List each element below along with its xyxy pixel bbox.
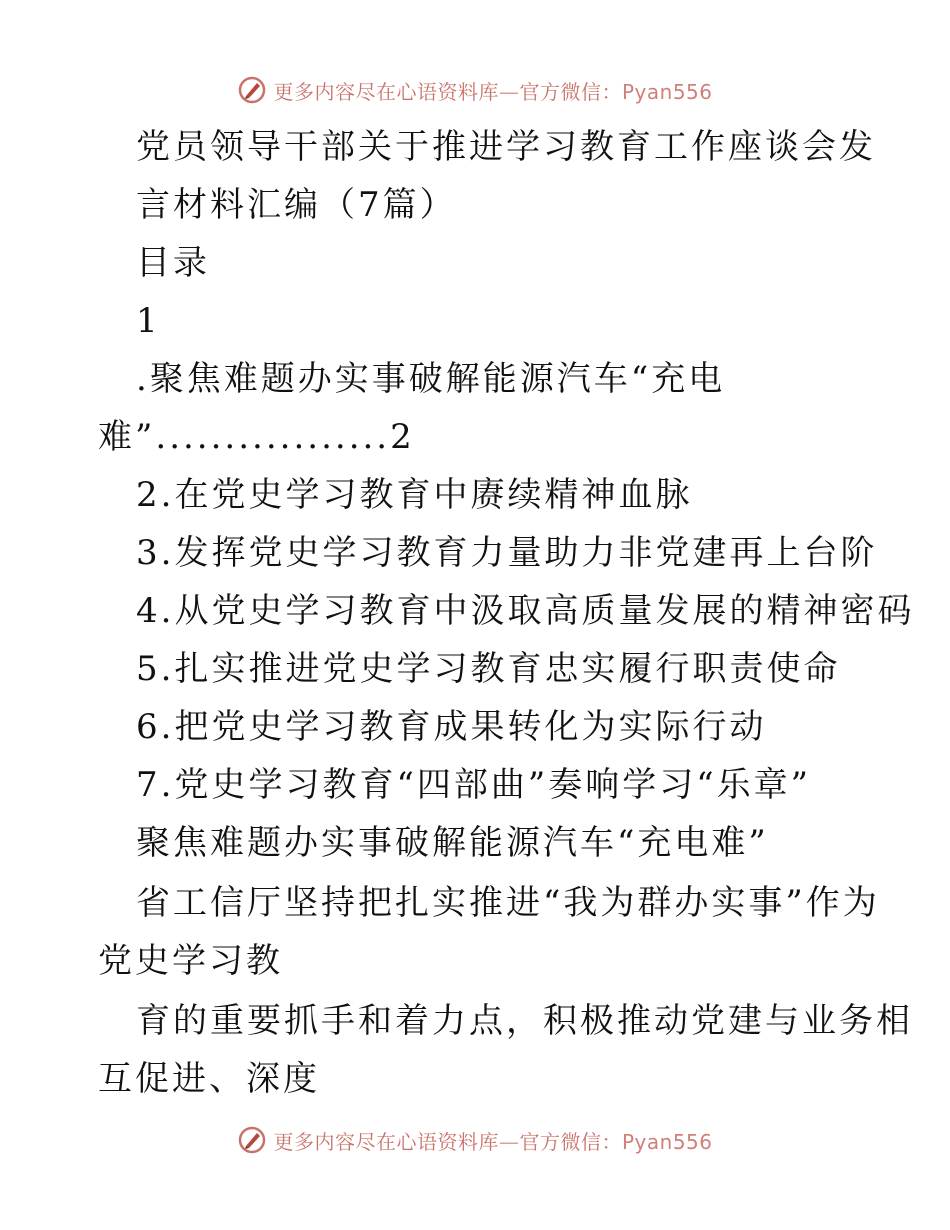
toc-item-7: 7.党史学习教育“四部曲”奏响学习“乐章” [136, 765, 811, 805]
toc-item-1-number: 1 [136, 301, 161, 341]
section-title: 聚焦难题办实事破解能源汽车“充电难” [136, 823, 769, 863]
paragraph-1-line-2: 党史学习教 [98, 941, 283, 981]
paragraph-2-line-2: 互促进、深度 [98, 1059, 320, 1099]
document-title-line-1: 党员领导干部关于推进学习教育工作座谈会发 [136, 127, 876, 167]
paragraph-2-line-1: 育的重要抓手和着力点，积极推动党建与业务相 [136, 1001, 913, 1041]
toc-item-6: 6.把党史学习教育成果转化为实际行动 [136, 707, 767, 747]
footer-watermark [0, 1120, 950, 1160]
quill-pen-logo-icon [237, 1125, 267, 1155]
toc-item-3: 3.发挥党史学习教育力量助力非党建再上台阶 [136, 533, 878, 573]
paragraph-1-line-1: 省工信厅坚持把扎实推进“我为群办实事”作为 [136, 883, 880, 923]
toc-item-1-continued: 难”.................2 [98, 417, 415, 457]
toc-heading: 目录 [136, 243, 210, 283]
document-title-line-2: 言材料汇编（7篇） [136, 185, 457, 225]
toc-item-2: 2.在党史学习教育中赓续精神血脉 [136, 475, 693, 515]
watermark-text: 更多内容尽在心语资料库—官方微信：Pyan556 [273, 79, 713, 104]
toc-item-5: 5.扎实推进党史学习教育忠实履行职责使命 [136, 649, 841, 689]
header-watermark [0, 70, 950, 110]
toc-item-4: 4.从党史学习教育中汲取高质量发展的精神密码 [136, 591, 915, 631]
toc-item-1: .聚焦难题办实事破解能源汽车“充电 [136, 359, 726, 399]
watermark-text: 更多内容尽在心语资料库—官方微信：Pyan556 [273, 1129, 713, 1154]
quill-pen-logo-icon [237, 75, 267, 105]
